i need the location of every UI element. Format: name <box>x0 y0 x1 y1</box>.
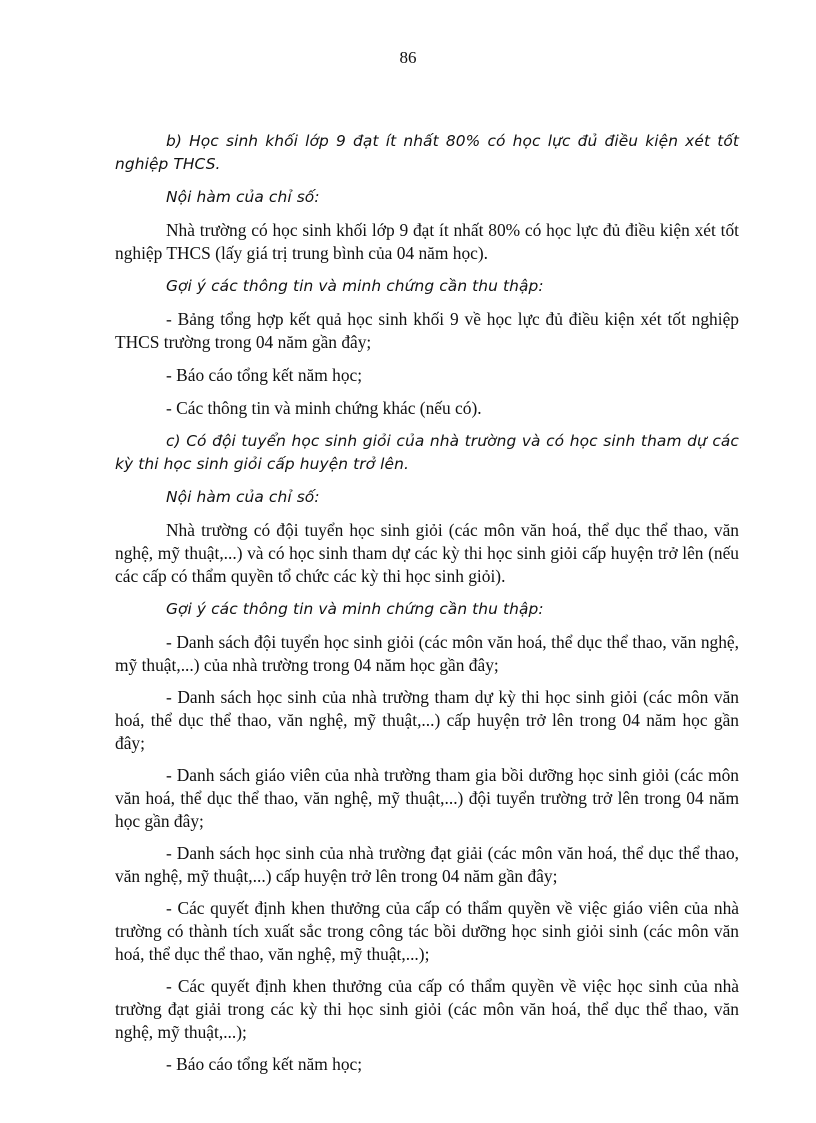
evidence-item: - Bảng tổng hợp kết quả học sinh khối 9 về học lực đủ điều kiện xét tốt nghiệp THCS trường trong 04 năm gần đây; <box>115 309 739 352</box>
indicator-scope-text: Nhà trường có học sinh khối lớp 9 đạt ít nhất 80% có học lực đủ điều kiện xét tốt nghiệp THCS (lấy giá trị trung bình của 04 năm học). <box>115 220 739 263</box>
evidence-hint-label: Gợi ý các thông tin và minh chứng cần thu thập: <box>166 277 544 295</box>
evidence-item: - Các thông tin và minh chứng khác (nếu có). <box>166 398 482 418</box>
evidence-item: - Danh sách giáo viên của nhà trường tham gia bồi dưỡng học sinh giỏi (các môn văn hoá, thể dục thể thao, văn nghệ, mỹ thuật,...) đội tuyển trường trở lên trong 04 năm học gần đây; <box>115 765 739 831</box>
evidence-item: - Danh sách học sinh của nhà trường tham dự kỳ thi học sinh giỏi (các môn văn hoá, thể dục thể thao, văn nghệ, mỹ thuật,...) cấp huyện trở lên trong 04 năm học gần đây; <box>115 687 739 753</box>
page-number: 86 <box>399 48 417 67</box>
page-body <box>115 130 739 1085</box>
evidence-item: - Các quyết định khen thưởng của cấp có thẩm quyền về việc học sinh của nhà trường đạt giải trong các kỳ thi học sinh giỏi (các môn văn hoá, thể dục thể thao, văn nghệ, mỹ thuật,...); <box>115 976 739 1042</box>
indicator-scope-text: Nhà trường có đội tuyển học sinh giỏi (các môn văn hoá, thể dục thể thao, văn nghệ, mỹ thuật,...) và có học sinh tham dự các kỳ thi học sinh giỏi cấp huyện trở lên (nếu các cấp có thẩm quyền tổ chức các kỳ thi học sinh giỏi). <box>115 520 739 586</box>
criterion-c-heading: c) Có đội tuyển học sinh giỏi của nhà trường và có học sinh tham dự các kỳ thi học sinh giỏi cấp huyện trở lên. <box>115 432 739 473</box>
evidence-item: - Báo cáo tổng kết năm học; <box>166 365 363 385</box>
indicator-scope-label: Nội hàm của chỉ số: <box>166 188 320 206</box>
evidence-hint-label: Gợi ý các thông tin và minh chứng cần thu thập: <box>166 600 544 618</box>
evidence-item: - Báo cáo tổng kết năm học; <box>166 1054 363 1074</box>
indicator-scope-label: Nội hàm của chỉ số: <box>166 488 320 506</box>
evidence-item: - Các quyết định khen thưởng của cấp có thẩm quyền về việc giáo viên của nhà trường có thành tích xuất sắc trong công tác bồi dưỡng học sinh giỏi sinh (các môn văn hoá, thể dục thể thao, văn nghệ, mỹ thuật,...); <box>115 898 739 964</box>
evidence-item: - Danh sách đội tuyển học sinh giỏi (các môn văn hoá, thể dục thể thao, văn nghệ, mỹ thuật,...) của nhà trường trong 04 năm học gần đây; <box>115 632 739 675</box>
criterion-b-heading: b) Học sinh khối lớp 9 đạt ít nhất 80% có học lực đủ điều kiện xét tốt nghiệp THCS. <box>115 132 739 173</box>
evidence-item: - Danh sách học sinh của nhà trường đạt giải (các môn văn hoá, thể dục thể thao, văn nghệ, mỹ thuật,...) cấp huyện trở lên trong 04 năm gần đây; <box>115 843 739 886</box>
